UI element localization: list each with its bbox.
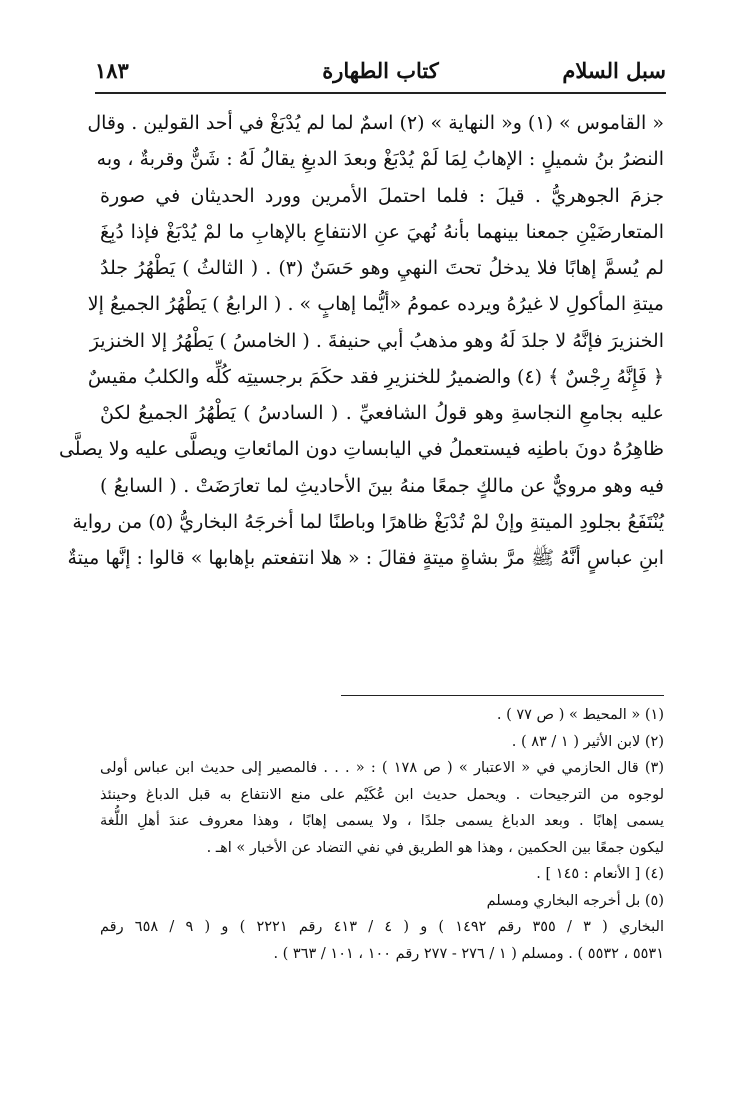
- main-text-line: عليه بجامعِ النجاسةِ وهو قولُ الشافعيِّ . ( السادسُ ) يَطْهُرُ الجميعُ لكنْ: [100, 402, 664, 424]
- footnote-line: البخاري ( ٣ / ٣٥٥ رقم ١٤٩٢ ) و ( ٤ / ٤١٣ رقم ٢٢٢١ ) و ( ٩ / ٦٥٨ رقم: [100, 919, 664, 935]
- footnote-line: (٣) قال الحازمي في « الاعتبار » ( ص ١٧٨ ) : « . . . فالمصير إلى حديث ابن عباس أولى: [100, 760, 664, 776]
- footnote-line: ٥٥٣١ ، ٥٥٣٢ ) . ومسلم ( ١ / ٢٧٦ - ٢٧٧ رقم ١٠٠ ، ١٠١ / ٣٦٣ ) .: [273, 945, 664, 962]
- main-text-line: لم يُسمَّ إهابًا فلا يدخلُ تحتَ النهيِ وهو حَسَنٌ (٣) . ( الثالثُ ) يَطْهُرُ جلدُ: [100, 257, 664, 279]
- main-text-line: فيه وهو مرويٌّ عن مالكٍ جمعًا منهُ بينَ الأحاديثِ لما تعارَضَتْ . ( السابعُ ): [100, 474, 664, 497]
- footnote-separator: [341, 695, 664, 696]
- footnote-line: (١) « المحيط » ( ص ٧٧ ) .: [496, 707, 664, 723]
- footnote-line: يسمى إهابًا . وبعد الدباغ يسمى جلدًا ، ولا يسمى إهابًا ، وهذا معروف عندَ أهلِ اللُّغة: [100, 813, 664, 829]
- main-text-line: يُنْتَفَعُ بجلودِ الميتةِ وإنْ لمْ تُدْبَغْ ظاهرًا وباطنًا لما أخرجَهُ البخاريُّ (٥) من رواية: [72, 510, 664, 533]
- main-text-line: النضرُ بنُ شميلٍ : الإهابُ لِمَا لَمْ يُدْبَغْ وبعدَ الدبغِ يقالُ لَهُ : شَنٌّ وقربةٌ ، وبه: [96, 148, 664, 171]
- main-text-line: ظاهِرُهُ دونَ باطنِه فيستعملُ في اليابساتِ دون المائعاتِ ويصلَّى عليه ولا يصلَّى: [58, 438, 664, 461]
- footnote-line: (٤) [ الأنعام : ١٤٥ ] .: [536, 866, 664, 882]
- main-text-line: ابنِ عباسٍ أنَّهُ ﷺ مرَّ بشاةٍ ميتةٍ فقالَ : « هلا انتفعتم بإهابها » قالوا : إنَّها ميتةٌ: [67, 547, 664, 569]
- header-rule: [95, 92, 666, 94]
- footnote-line: لوجوه من الترجيحات . ويحمل حديث ابن عُكَيْم على منع الانتفاع به قبل الدباغ وحينئذ: [100, 786, 664, 803]
- main-text-line: ﴿ فَإِنَّهُ رِجْسٌ ﴾ (٤) والضميرُ للخنزيرِ فقد حكَمَ برجسيتِه كُلِّه والكلبُ مقيسٌ: [87, 365, 664, 388]
- main-text-line: « القاموس » (١) و« النهاية » (٢) اسمٌ لما لم يُدْبَغْ في أحد القولين . وقال: [87, 112, 664, 134]
- book-title: سبل السلام: [562, 58, 666, 83]
- footnote-line: (٢) لابن الأثير ( ١ / ٨٣ ) .: [511, 733, 664, 750]
- main-text-line: ميتةِ المأكولِ لا غيرُهُ ويرده عمومُ «أيُّما إهابٍ » . ( الرابعُ ) يَطْهُرُ الجميعُ إلا: [87, 293, 664, 316]
- chapter-title: كتاب الطهارة: [322, 58, 439, 83]
- footnotes: [100, 702, 664, 994]
- main-text-line: جزمَ الجوهريُّ . قيلَ : فلما احتملَ الأمرين وورد الحديثان في صورة: [100, 184, 664, 207]
- footnote-line: (٥) بل أخرجه البخاري ومسلم: [486, 892, 664, 909]
- page-number: ١٨٣: [95, 58, 129, 83]
- footnote-line: ليكون جمعًا بين الحكمين ، وهذا هو الطريق في نفي التضاد عن الأخبار » اهـ .: [206, 839, 664, 856]
- main-text-line: المتعارضَيْنِ جمعنا بينهما بأنهُ نُهيَ عنِ الانتفاعِ بالإهابِ ما لمْ يُدْبَغْ فإذا دُبِغَ: [100, 220, 664, 243]
- main-text: [58, 105, 664, 680]
- running-header: [95, 58, 666, 92]
- main-text-line: الخنزيرَ فإنَّهُ لا جلدَ لَهُ وهو مذهبُ أبي حنيفةَ . ( الخامسُ ) يَطْهُرُ إلا الخنزيرَ: [89, 329, 664, 352]
